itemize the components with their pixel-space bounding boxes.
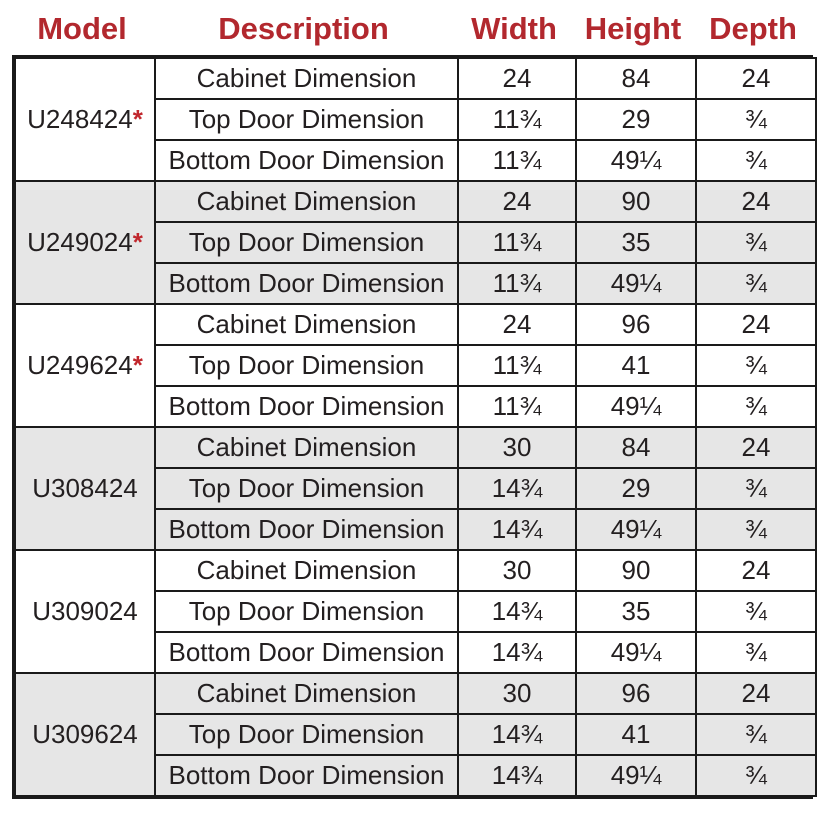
model-group-u309024 [15,550,816,673]
table-row [15,427,816,468]
height-cell: 49¼ [576,140,696,181]
width-cell: 30 [458,427,576,468]
depth-cell: 24 [696,58,816,99]
description-cell: Top Door Dimension [155,222,458,263]
model-number: U249024 [27,227,133,257]
height-cell: 41 [576,345,696,386]
description-cell: Top Door Dimension [155,714,458,755]
width-cell: 14¾ [458,509,576,550]
model-group-u249624 [15,304,816,427]
model-cell [15,304,155,427]
height-cell: 49¼ [576,632,696,673]
description-cell: Bottom Door Dimension [155,755,458,796]
height-cell: 90 [576,550,696,591]
width-cell: 14¾ [458,632,576,673]
width-cell: 30 [458,673,576,714]
dimensions-table [14,57,817,797]
table-header [12,6,813,51]
depth-cell: 24 [696,181,816,222]
depth-cell: ¾ [696,386,816,427]
description-cell: Bottom Door Dimension [155,509,458,550]
table-row [15,673,816,714]
height-cell: 84 [576,58,696,99]
depth-cell: ¾ [696,468,816,509]
column-header-description: Description [218,10,389,46]
table-row [15,550,816,591]
description-cell: Cabinet Dimension [155,181,458,222]
width-cell: 30 [458,550,576,591]
model-cell [15,58,155,181]
model-cell [15,673,155,796]
model-asterisk: * [132,350,143,380]
column-header-depth: Depth [709,10,797,46]
depth-cell: ¾ [696,632,816,673]
description-cell: Top Door Dimension [155,591,458,632]
height-cell: 35 [576,591,696,632]
width-cell: 11¾ [458,99,576,140]
model-cell [15,181,155,304]
description-cell: Top Door Dimension [155,99,458,140]
width-cell: 14¾ [458,591,576,632]
model-group-u309624 [15,673,816,796]
model-number: U308424 [32,473,138,503]
height-cell: 29 [576,99,696,140]
height-cell: 90 [576,181,696,222]
spec-sheet [0,6,826,814]
model-number: U249624 [27,350,133,380]
width-cell: 11¾ [458,386,576,427]
height-cell: 35 [576,222,696,263]
height-cell: 49¼ [576,509,696,550]
model-asterisk: * [132,104,143,134]
depth-cell: ¾ [696,755,816,796]
width-cell: 24 [458,304,576,345]
model-cell [15,427,155,550]
depth-cell: ¾ [696,263,816,304]
model-asterisk: * [132,227,143,257]
width-cell: 24 [458,181,576,222]
model-group-u249024 [15,181,816,304]
table-row [15,58,816,99]
description-cell: Cabinet Dimension [155,58,458,99]
depth-cell: ¾ [696,222,816,263]
column-header-model: Model [37,10,127,46]
height-cell: 84 [576,427,696,468]
model-group-u308424 [15,427,816,550]
depth-cell: 24 [696,304,816,345]
model-number: U309624 [32,719,138,749]
depth-cell: 24 [696,427,816,468]
model-number: U309024 [32,596,138,626]
description-cell: Cabinet Dimension [155,550,458,591]
model-group-u248424 [15,58,816,181]
dimensions-table-border [12,55,813,799]
depth-cell: ¾ [696,99,816,140]
model-number: U248424 [27,104,133,134]
height-cell: 96 [576,304,696,345]
width-cell: 14¾ [458,755,576,796]
height-cell: 96 [576,673,696,714]
width-cell: 14¾ [458,714,576,755]
width-cell: 14¾ [458,468,576,509]
width-cell: 11¾ [458,345,576,386]
column-header-height: Height [584,10,682,46]
width-cell: 11¾ [458,263,576,304]
column-header-width: Width [471,10,557,46]
depth-cell: ¾ [696,714,816,755]
description-cell: Top Door Dimension [155,345,458,386]
table-row [15,181,816,222]
depth-cell: ¾ [696,509,816,550]
depth-cell: ¾ [696,345,816,386]
description-cell: Top Door Dimension [155,468,458,509]
table-row [15,304,816,345]
depth-cell: ¾ [696,140,816,181]
depth-cell: 24 [696,673,816,714]
description-cell: Cabinet Dimension [155,427,458,468]
model-cell [15,550,155,673]
height-cell: 49¼ [576,755,696,796]
width-cell: 11¾ [458,222,576,263]
description-cell: Cabinet Dimension [155,673,458,714]
height-cell: 41 [576,714,696,755]
height-cell: 49¼ [576,263,696,304]
depth-cell: 24 [696,550,816,591]
height-cell: 49¼ [576,386,696,427]
description-cell: Bottom Door Dimension [155,632,458,673]
description-cell: Bottom Door Dimension [155,386,458,427]
depth-cell: ¾ [696,591,816,632]
width-cell: 11¾ [458,140,576,181]
description-cell: Bottom Door Dimension [155,263,458,304]
height-cell: 29 [576,468,696,509]
description-cell: Cabinet Dimension [155,304,458,345]
description-cell: Bottom Door Dimension [155,140,458,181]
width-cell: 24 [458,58,576,99]
